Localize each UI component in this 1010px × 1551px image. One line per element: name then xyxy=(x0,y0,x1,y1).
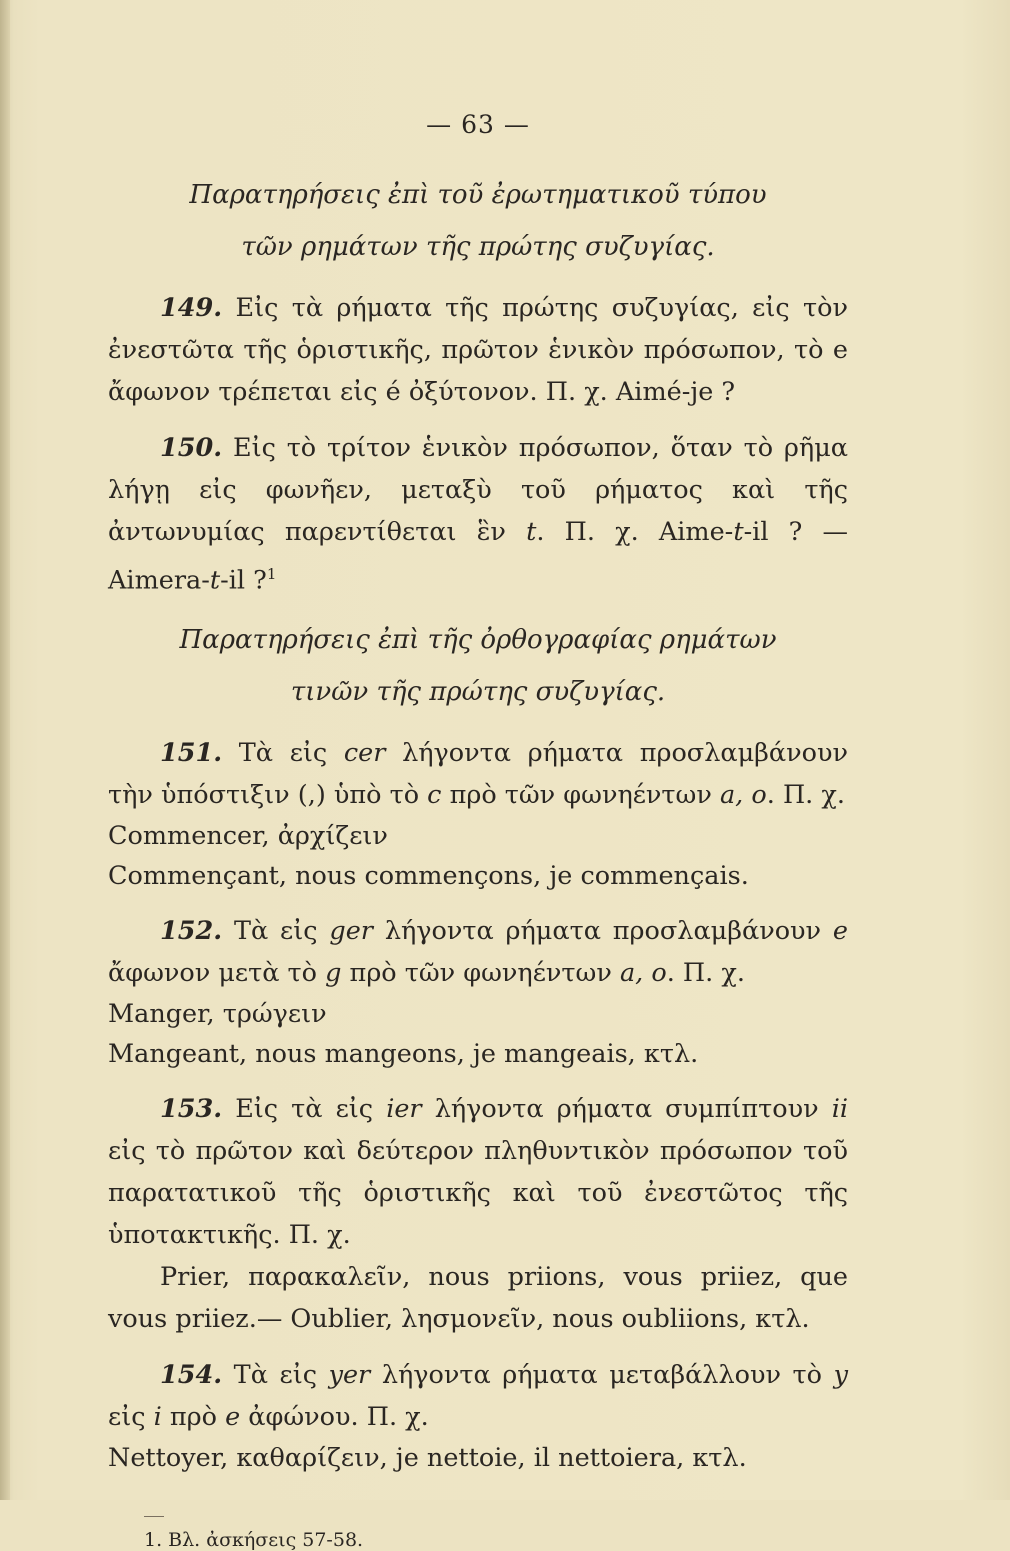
paragraph-text: πρὸ τῶν φωνηέντων xyxy=(441,779,720,810)
paragraph-text: Εἰς τὰ εἰς xyxy=(222,1093,387,1124)
paragraph-text: Τὰ εἰς xyxy=(222,737,344,768)
italic-letter: t xyxy=(526,517,537,547)
paragraph-text: εἰς τὸ πρῶτον καὶ δεύτερον πληθυντικὸν πρόσωπον τοῦ παρατατικοῦ τῆς ὁριστικῆς καὶ τοῦ ἐνεστῶτος τῆς ὑποτακτικῆς. Π. χ. xyxy=(108,1135,848,1250)
paragraph-number: 152. xyxy=(160,915,223,946)
italic-letter: y xyxy=(833,1359,848,1390)
italic-letter: i xyxy=(153,1401,162,1432)
italic-letter: e xyxy=(225,1401,241,1432)
example-152-2: Mangeant, nous mangeons, je mangeais, κτλ. xyxy=(108,1038,699,1069)
section-heading-2-line-2: τινῶν τῆς πρώτης συζυγίας. xyxy=(290,676,666,707)
paragraph-text: -il ? xyxy=(220,565,267,596)
paragraph-text: λήγοντα ρήματα συμπίπτουν xyxy=(421,1093,832,1124)
italic-letters: ii xyxy=(831,1093,848,1124)
italic-letter: t xyxy=(209,565,221,596)
italic-letters: a, o xyxy=(719,779,767,810)
paragraph-text: -il ? — Aimera- xyxy=(108,517,848,596)
paragraph-text: . Π. χ. xyxy=(666,957,745,988)
paragraph-text: πρὸ xyxy=(161,1401,226,1432)
example-151-2: Commençant, nous commençons, je commençais. xyxy=(108,860,749,891)
page-number: — 63 — xyxy=(426,110,530,139)
footnote: 1. Βλ. ἀσκήσεις 57-58. xyxy=(144,1528,364,1551)
italic-suffix: cer xyxy=(343,737,386,768)
italic-suffix: yer xyxy=(328,1359,371,1390)
paragraph-153 xyxy=(108,1088,848,1256)
paragraph-150 xyxy=(108,427,848,602)
paragraph-number: 149. xyxy=(160,293,223,323)
paragraph-number: 151. xyxy=(160,737,223,768)
paragraph-154 xyxy=(108,1354,848,1438)
paragraph-text: πρὸ τῶν φωνηέντων xyxy=(341,957,620,988)
footnote-reference: 1 xyxy=(266,565,277,583)
section-heading-2-line-1: Παρατηρήσεις ἐπὶ τῆς ὀρθογραφίας ρημάτων xyxy=(179,624,777,655)
example-151-1: Commencer, ἀρχίζειν xyxy=(108,820,388,851)
footnote-divider xyxy=(144,1516,164,1517)
paragraph-text: λήγοντα ρήματα προσλαμβάνουν xyxy=(372,915,833,946)
paragraph-text: ἄφωνον μετὰ τὸ xyxy=(108,957,326,988)
example-152-1: Manger, τρώγειν xyxy=(108,998,327,1029)
paragraph-text: Εἰς τὰ ρήματα τῆς πρώτης συζυγίας, εἰς τὸν ἐνεστῶτα τῆς ὁριστικῆς, πρῶτον ἑνικὸν πρόσωπον, τὸ e ἄφωνον τρέπεται εἰς é ὀξύτονον. Π. χ. Aimé-je ? xyxy=(108,293,848,407)
page-spine-shadow xyxy=(0,0,10,1500)
paragraph-text: . Π. χ. Aime- xyxy=(536,517,734,547)
italic-letter: g xyxy=(325,957,342,988)
italic-suffix: ier xyxy=(386,1093,422,1124)
paragraph-text: λήγοντα ρήματα μεταβάλλουν τὸ xyxy=(370,1359,834,1390)
italic-letters: a, o xyxy=(619,957,667,988)
section-heading-1-line-1: Παρατηρήσεις ἐπὶ τοῦ ἐρωτηματικοῦ τύπου xyxy=(189,180,767,210)
paragraph-number: 150. xyxy=(160,433,223,463)
paragraph-number: 154. xyxy=(160,1359,223,1390)
paragraph-152 xyxy=(108,910,848,994)
paragraph-text: . Π. χ. xyxy=(766,779,845,810)
page-content xyxy=(108,110,848,1551)
italic-suffix: ger xyxy=(329,915,373,946)
section-heading-1-line-2: τῶν ρημάτων τῆς πρώτης συζυγίας. xyxy=(241,232,715,262)
paragraph-number: 153. xyxy=(160,1093,223,1124)
paragraph-149 xyxy=(108,287,848,413)
paragraph-text: Τὰ εἰς xyxy=(222,1359,329,1390)
paragraph-151 xyxy=(108,732,848,816)
paragraph-text: λήγοντα ρήματα προσλαμβάνουν τὴν ὑπόστιξιν (,) ὑπὸ τὸ xyxy=(108,737,848,810)
italic-letter: e xyxy=(832,915,848,946)
paragraph-text: εἰς xyxy=(108,1401,154,1432)
example-154: Nettoyer, καθαρίζειν, je nettoie, il nettoiera, κτλ. xyxy=(108,1442,747,1473)
paragraph-text: Τὰ εἰς xyxy=(222,915,330,946)
italic-letter: t xyxy=(733,517,744,547)
example-153: Prier, παρακαλεῖν, nous priions, vous priiez, que vous priiez.— Oublier, λησμονεῖν, nous oubliions, κτλ. xyxy=(108,1261,848,1334)
paragraph-text: Εἰς τὸ τρίτον ἑνικὸν πρόσωπον, ὅταν τὸ ρῆμα λήγῃ εἰς φωνῆεν, μεταξὺ τοῦ ρήματος καὶ τῆς ἀντωνυμίας παρεντίθεται ἓν xyxy=(108,433,848,547)
italic-letter: c xyxy=(427,779,442,810)
paragraph-text: ἀφώνου. Π. χ. xyxy=(240,1401,429,1432)
